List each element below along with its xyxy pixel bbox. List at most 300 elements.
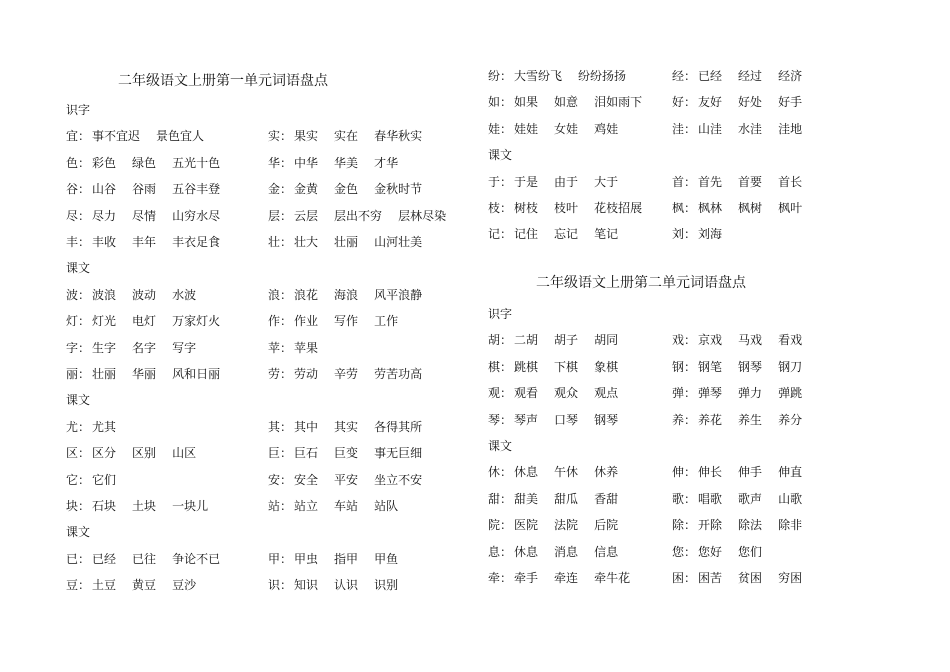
vocab-char: 苹 <box>268 340 281 355</box>
vocab-row <box>66 339 466 357</box>
vocab-word: 土块 <box>132 499 157 513</box>
vocab-word: 指甲 <box>334 551 359 566</box>
vocab-row <box>488 225 888 243</box>
vocab-row <box>66 365 466 383</box>
vocab-word: 山洼 <box>698 121 723 136</box>
vocab-entry <box>66 497 208 514</box>
colon-separator: ： <box>500 571 513 585</box>
vocab-char: 字 <box>66 340 79 355</box>
section-heading: 课文 <box>66 525 91 540</box>
vocab-entry <box>672 225 722 242</box>
vocab-word: 区别 <box>132 446 157 461</box>
vocab-row <box>66 286 466 304</box>
vocab-entry <box>488 543 618 560</box>
vocab-word: 医院 <box>514 518 539 533</box>
colon-separator: ： <box>280 472 293 487</box>
vocab-word: 牵连 <box>554 571 579 585</box>
vocab-word: 看戏 <box>778 333 803 348</box>
vocab-row <box>488 463 888 481</box>
vocab-entry <box>488 173 618 190</box>
vocab-word: 首长 <box>778 174 803 189</box>
vocab-word: 经济 <box>778 69 803 83</box>
vocab-entry <box>268 444 422 461</box>
vocab-char: 波 <box>66 287 79 302</box>
vocab-char: 尽 <box>66 208 79 223</box>
vocab-entry <box>488 490 618 507</box>
vocab-char: 刘 <box>672 227 685 242</box>
vocab-char: 尤 <box>66 419 79 434</box>
vocab-word: 水波 <box>172 287 197 302</box>
vocab-word: 钢琴 <box>738 359 763 374</box>
vocab-char: 豆 <box>66 578 79 593</box>
vocab-word: 琴声 <box>514 412 539 427</box>
vocab-row <box>488 93 888 111</box>
vocab-char: 它 <box>66 472 79 487</box>
vocab-word: 事无巨细 <box>374 446 423 461</box>
vocab-char: 纷 <box>488 69 501 83</box>
vocab-word: 层出不穷 <box>334 208 383 223</box>
vocab-word: 钢刀 <box>778 359 803 374</box>
vocab-word: 巨石 <box>294 446 319 461</box>
vocab-word: 争论不已 <box>172 551 221 566</box>
vocab-word: 养生 <box>738 412 763 427</box>
vocab-entry <box>268 497 398 514</box>
vocab-word: 区分 <box>92 446 117 461</box>
vocab-char: 丽 <box>66 367 79 381</box>
vocab-word: 苹果 <box>294 340 319 355</box>
colon-separator: ： <box>500 518 513 533</box>
vocab-word: 牵手 <box>514 571 539 585</box>
vocab-word: 工作 <box>374 314 399 329</box>
colon-separator: ： <box>280 551 293 566</box>
vocab-word: 跳棋 <box>514 359 539 374</box>
vocab-word: 弹跳 <box>778 386 803 401</box>
vocab-row <box>66 497 466 515</box>
vocab-word: 尽力 <box>92 208 117 223</box>
colon-separator: ： <box>280 314 293 329</box>
colon-separator: ： <box>684 465 697 480</box>
vocab-word: 果实 <box>294 129 319 144</box>
vocab-entry <box>672 569 802 586</box>
vocab-word: 其中 <box>294 419 319 434</box>
vocab-word: 除非 <box>778 518 803 533</box>
vocab-word: 已经 <box>698 69 723 83</box>
vocab-char: 色 <box>66 155 79 170</box>
colon-separator: ： <box>500 333 513 348</box>
vocab-word: 歌声 <box>738 491 763 506</box>
vocab-char: 甜 <box>488 491 501 506</box>
vocab-entry <box>66 576 196 593</box>
colon-separator: ： <box>280 340 293 355</box>
section-heading: 课文 <box>488 439 513 453</box>
vocab-word: 实在 <box>334 129 359 144</box>
vocab-word: 枫叶 <box>778 201 803 215</box>
colon-separator: ： <box>78 499 91 513</box>
vocab-word: 浪花 <box>294 287 319 302</box>
colon-separator: ： <box>78 551 91 566</box>
vocab-word: 甲虫 <box>294 551 319 566</box>
vocab-word: 绿色 <box>132 155 157 170</box>
vocab-entry <box>66 418 116 435</box>
vocab-word: 首要 <box>738 174 763 189</box>
colon-separator: ： <box>500 227 513 242</box>
vocab-word: 枫林 <box>698 201 723 215</box>
vocab-word: 灯光 <box>92 314 117 329</box>
vocab-word: 车站 <box>334 499 359 513</box>
vocab-word: 后院 <box>594 518 619 533</box>
colon-separator: ： <box>280 208 293 223</box>
vocab-row <box>66 154 466 172</box>
vocab-word: 尤其 <box>92 419 117 434</box>
vocab-word: 知识 <box>294 578 319 593</box>
vocab-entry <box>268 127 422 144</box>
vocab-word: 山谷 <box>92 182 117 197</box>
vocab-word: 辛劳 <box>334 367 359 381</box>
vocab-row <box>488 411 888 429</box>
vocab-entry <box>488 516 618 533</box>
vocab-word: 记住 <box>514 227 539 242</box>
vocab-word: 伸手 <box>738 465 763 480</box>
vocab-entry <box>268 286 422 303</box>
vocab-entry <box>268 471 422 488</box>
colon-separator: ： <box>684 386 697 401</box>
vocab-word: 花枝招展 <box>594 201 643 215</box>
vocab-entry <box>672 173 802 190</box>
vocab-word: 生字 <box>92 340 117 355</box>
vocab-word: 休养 <box>594 465 619 480</box>
vocab-word: 京戏 <box>698 333 723 348</box>
vocab-word: 钢琴 <box>594 412 619 427</box>
vocab-word: 站队 <box>374 499 399 513</box>
vocab-word: 休息 <box>514 465 539 480</box>
vocab-word: 如果 <box>514 95 539 110</box>
colon-separator: ： <box>78 367 91 381</box>
vocab-word: 丰年 <box>132 235 157 249</box>
vocab-word: 胡子 <box>554 333 579 348</box>
vocab-word: 伸直 <box>778 465 803 480</box>
vocab-entry <box>66 471 116 488</box>
vocab-entry <box>488 358 618 375</box>
vocab-entry <box>268 339 318 356</box>
vocab-entry <box>66 233 220 250</box>
vocab-char: 块 <box>66 499 79 513</box>
vocab-row <box>488 358 888 376</box>
vocab-word: 您们 <box>738 544 763 559</box>
vocab-word: 大于 <box>594 174 619 189</box>
vocab-row <box>488 384 888 402</box>
vocab-char: 枝 <box>488 201 501 215</box>
colon-separator: ： <box>280 367 293 381</box>
vocab-char: 浪 <box>268 287 281 302</box>
vocab-char: 院 <box>488 518 501 533</box>
vocab-row <box>66 418 466 436</box>
vocab-row <box>66 312 466 330</box>
vocab-word: 谷雨 <box>132 182 157 197</box>
vocab-char: 谷 <box>66 182 79 197</box>
vocab-char: 宜 <box>66 129 79 144</box>
vocab-word: 山区 <box>172 446 197 461</box>
vocab-char: 如 <box>488 95 501 110</box>
vocab-row <box>66 576 466 594</box>
vocab-word: 劳苦功高 <box>374 367 423 381</box>
colon-separator: ： <box>280 419 293 434</box>
vocab-word: 层林尽染 <box>398 208 447 223</box>
vocab-word: 笔记 <box>594 227 619 242</box>
colon-separator: ： <box>78 446 91 461</box>
section-heading: 识字 <box>66 103 91 117</box>
colon-separator: ： <box>684 95 697 110</box>
vocab-row <box>66 471 466 489</box>
vocab-word: 站立 <box>294 499 319 513</box>
colon-separator: ： <box>78 208 91 223</box>
vocab-word: 识别 <box>374 578 399 593</box>
vocab-char: 记 <box>488 227 501 242</box>
vocab-word: 于是 <box>514 174 539 189</box>
colon-separator: ： <box>684 412 697 427</box>
vocab-entry <box>672 199 802 216</box>
vocab-word: 万家灯火 <box>172 314 221 329</box>
colon-separator: ： <box>280 182 293 197</box>
colon-separator: ： <box>500 201 513 215</box>
vocab-char: 弹 <box>672 386 685 401</box>
vocab-char: 甲 <box>268 551 281 566</box>
vocab-word: 纷纷扬扬 <box>578 69 627 83</box>
vocab-entry <box>488 93 642 110</box>
vocab-char: 于 <box>488 174 501 189</box>
colon-separator: ： <box>78 419 91 434</box>
vocab-char: 伸 <box>672 465 685 480</box>
vocab-word: 好手 <box>778 95 803 110</box>
vocab-word: 枫树 <box>738 201 763 215</box>
vocab-word: 才华 <box>374 155 399 170</box>
vocab-word: 鸡娃 <box>594 121 619 136</box>
colon-separator: ： <box>684 121 697 136</box>
vocab-word: 下棋 <box>554 359 579 374</box>
vocab-word: 壮大 <box>294 235 319 249</box>
vocab-entry <box>66 339 196 356</box>
vocab-word: 已经 <box>92 551 117 566</box>
vocab-word: 弹琴 <box>698 386 723 401</box>
vocab-char: 洼 <box>672 121 685 136</box>
vocab-entry <box>268 365 422 382</box>
colon-separator: ： <box>78 129 91 144</box>
colon-separator: ： <box>78 314 91 329</box>
vocab-word: 洼地 <box>778 121 803 136</box>
colon-separator: ： <box>500 69 513 83</box>
colon-separator: ： <box>78 155 91 170</box>
vocab-char: 华 <box>268 155 281 170</box>
vocab-word: 枝叶 <box>554 201 579 215</box>
vocab-word: 壮丽 <box>92 367 117 381</box>
vocab-word: 刘海 <box>698 227 723 242</box>
vocab-word: 贫困 <box>738 571 763 585</box>
vocab-word: 风和日丽 <box>172 367 221 381</box>
vocab-word: 观点 <box>594 386 619 401</box>
colon-separator: ： <box>500 412 513 427</box>
vocab-word: 胡同 <box>594 333 619 348</box>
colon-separator: ： <box>280 235 293 249</box>
vocab-entry <box>672 543 762 560</box>
vocab-word: 由于 <box>554 174 579 189</box>
vocab-row <box>66 207 466 225</box>
colon-separator: ： <box>280 155 293 170</box>
vocab-entry <box>66 154 220 171</box>
vocab-word: 安全 <box>294 472 319 487</box>
vocab-word: 华美 <box>334 155 359 170</box>
colon-separator: ： <box>78 235 91 249</box>
colon-separator: ： <box>78 472 91 487</box>
vocab-word: 五谷丰登 <box>172 182 221 197</box>
vocab-word: 唱歌 <box>698 491 723 506</box>
colon-separator: ： <box>684 201 697 215</box>
vocab-word: 风平浪静 <box>374 287 423 302</box>
vocab-row <box>488 543 888 561</box>
vocab-word: 马戏 <box>738 333 763 348</box>
vocab-row <box>488 173 888 191</box>
colon-separator: ： <box>280 499 293 513</box>
colon-separator: ： <box>684 333 697 348</box>
vocab-word: 泪如雨下 <box>594 95 643 110</box>
vocab-entry <box>672 384 802 401</box>
colon-separator: ： <box>500 491 513 506</box>
vocab-word: 云层 <box>294 208 319 223</box>
vocab-word: 五光十色 <box>172 155 221 170</box>
vocab-entry <box>268 418 422 435</box>
vocab-entry <box>66 550 220 567</box>
unit1-title: 二年级语文上册第一单元词语盘点 <box>118 73 328 89</box>
vocab-entry <box>268 154 398 171</box>
vocab-char: 牵 <box>488 571 501 585</box>
vocab-char: 识 <box>268 578 281 593</box>
vocab-row <box>488 120 888 138</box>
vocab-word: 波动 <box>132 287 157 302</box>
vocab-entry <box>672 490 802 507</box>
vocab-row <box>66 233 466 251</box>
vocab-word: 午休 <box>554 465 579 480</box>
vocab-row <box>66 127 466 145</box>
vocab-entry <box>488 225 618 242</box>
vocab-word: 友好 <box>698 95 723 110</box>
vocab-row <box>488 516 888 534</box>
colon-separator: ： <box>500 359 513 374</box>
colon-separator: ： <box>280 578 293 593</box>
vocab-word: 波浪 <box>92 287 117 302</box>
vocab-entry <box>672 411 802 428</box>
vocab-word: 信息 <box>594 544 619 559</box>
vocab-word: 丰衣足食 <box>172 235 221 249</box>
vocab-word: 二胡 <box>514 333 539 348</box>
vocab-word: 黄豆 <box>132 578 157 593</box>
vocab-char: 金 <box>268 182 281 197</box>
vocab-row <box>488 331 888 349</box>
vocab-entry <box>66 127 204 144</box>
vocab-word: 各得其所 <box>374 419 423 434</box>
vocab-char: 安 <box>268 472 281 487</box>
colon-separator: ： <box>684 491 697 506</box>
vocab-word: 忘记 <box>554 227 579 242</box>
vocab-word: 好处 <box>738 95 763 110</box>
vocab-word: 休息 <box>514 544 539 559</box>
vocab-entry <box>488 120 618 137</box>
vocab-entry <box>268 207 446 224</box>
vocab-word: 写作 <box>334 314 359 329</box>
vocab-char: 观 <box>488 386 501 401</box>
vocab-word: 娃娃 <box>514 121 539 136</box>
vocab-entry <box>672 516 802 533</box>
vocab-row <box>488 490 888 508</box>
vocab-word: 它们 <box>92 472 117 487</box>
vocab-word: 困苦 <box>698 571 723 585</box>
vocab-char: 好 <box>672 95 685 110</box>
vocab-word: 甜瓜 <box>554 491 579 506</box>
vocab-word: 经过 <box>738 69 763 83</box>
vocab-char: 层 <box>268 208 281 223</box>
vocab-word: 开除 <box>698 518 723 533</box>
vocab-word: 已往 <box>132 551 157 566</box>
vocab-word: 丰收 <box>92 235 117 249</box>
vocab-word: 豆沙 <box>172 578 197 593</box>
vocab-word: 法院 <box>554 518 579 533</box>
vocab-word: 海浪 <box>334 287 359 302</box>
colon-separator: ： <box>78 340 91 355</box>
section-heading: 课文 <box>66 261 91 276</box>
vocab-word: 养花 <box>698 412 723 427</box>
vocab-entry <box>66 312 220 329</box>
vocab-word: 养分 <box>778 412 803 427</box>
vocab-char: 丰 <box>66 235 79 249</box>
vocab-word: 写字 <box>172 340 197 355</box>
section-heading: 课文 <box>66 393 91 408</box>
vocab-char: 棋 <box>488 359 501 374</box>
vocab-word: 山穷水尽 <box>172 208 221 223</box>
vocab-char: 钢 <box>672 359 685 374</box>
vocab-word: 钢笔 <box>698 359 723 374</box>
vocab-entry <box>268 180 422 197</box>
vocab-entry <box>672 358 802 375</box>
vocab-entry <box>488 411 618 428</box>
section-heading: 识字 <box>488 307 513 321</box>
vocab-entry <box>66 286 196 303</box>
vocab-word: 甜美 <box>514 491 539 506</box>
vocab-word: 水洼 <box>738 121 763 136</box>
vocab-word: 首先 <box>698 174 723 189</box>
vocab-entry <box>66 444 196 461</box>
vocab-entry <box>66 365 220 382</box>
vocab-entry <box>268 312 398 329</box>
colon-separator: ： <box>684 544 697 559</box>
vocab-char: 区 <box>66 446 79 461</box>
vocab-word: 您好 <box>698 544 723 559</box>
vocab-word: 牵牛花 <box>594 571 631 585</box>
vocab-entry <box>268 576 398 593</box>
vocab-entry <box>672 331 802 348</box>
vocab-row <box>488 199 888 217</box>
vocab-entry <box>488 463 618 480</box>
vocab-word: 石块 <box>92 499 117 513</box>
vocab-word: 口琴 <box>554 412 579 427</box>
colon-separator: ： <box>684 571 697 585</box>
colon-separator: ： <box>78 182 91 197</box>
vocab-char: 戏 <box>672 333 685 348</box>
vocab-word: 电灯 <box>132 314 157 329</box>
vocab-word: 壮丽 <box>334 235 359 249</box>
vocab-word: 香甜 <box>594 491 619 506</box>
colon-separator: ： <box>280 287 293 302</box>
vocab-word: 彩色 <box>92 155 117 170</box>
vocab-word: 大雪纷飞 <box>514 69 563 83</box>
vocab-char: 作 <box>268 314 281 329</box>
vocab-word: 消息 <box>554 544 579 559</box>
